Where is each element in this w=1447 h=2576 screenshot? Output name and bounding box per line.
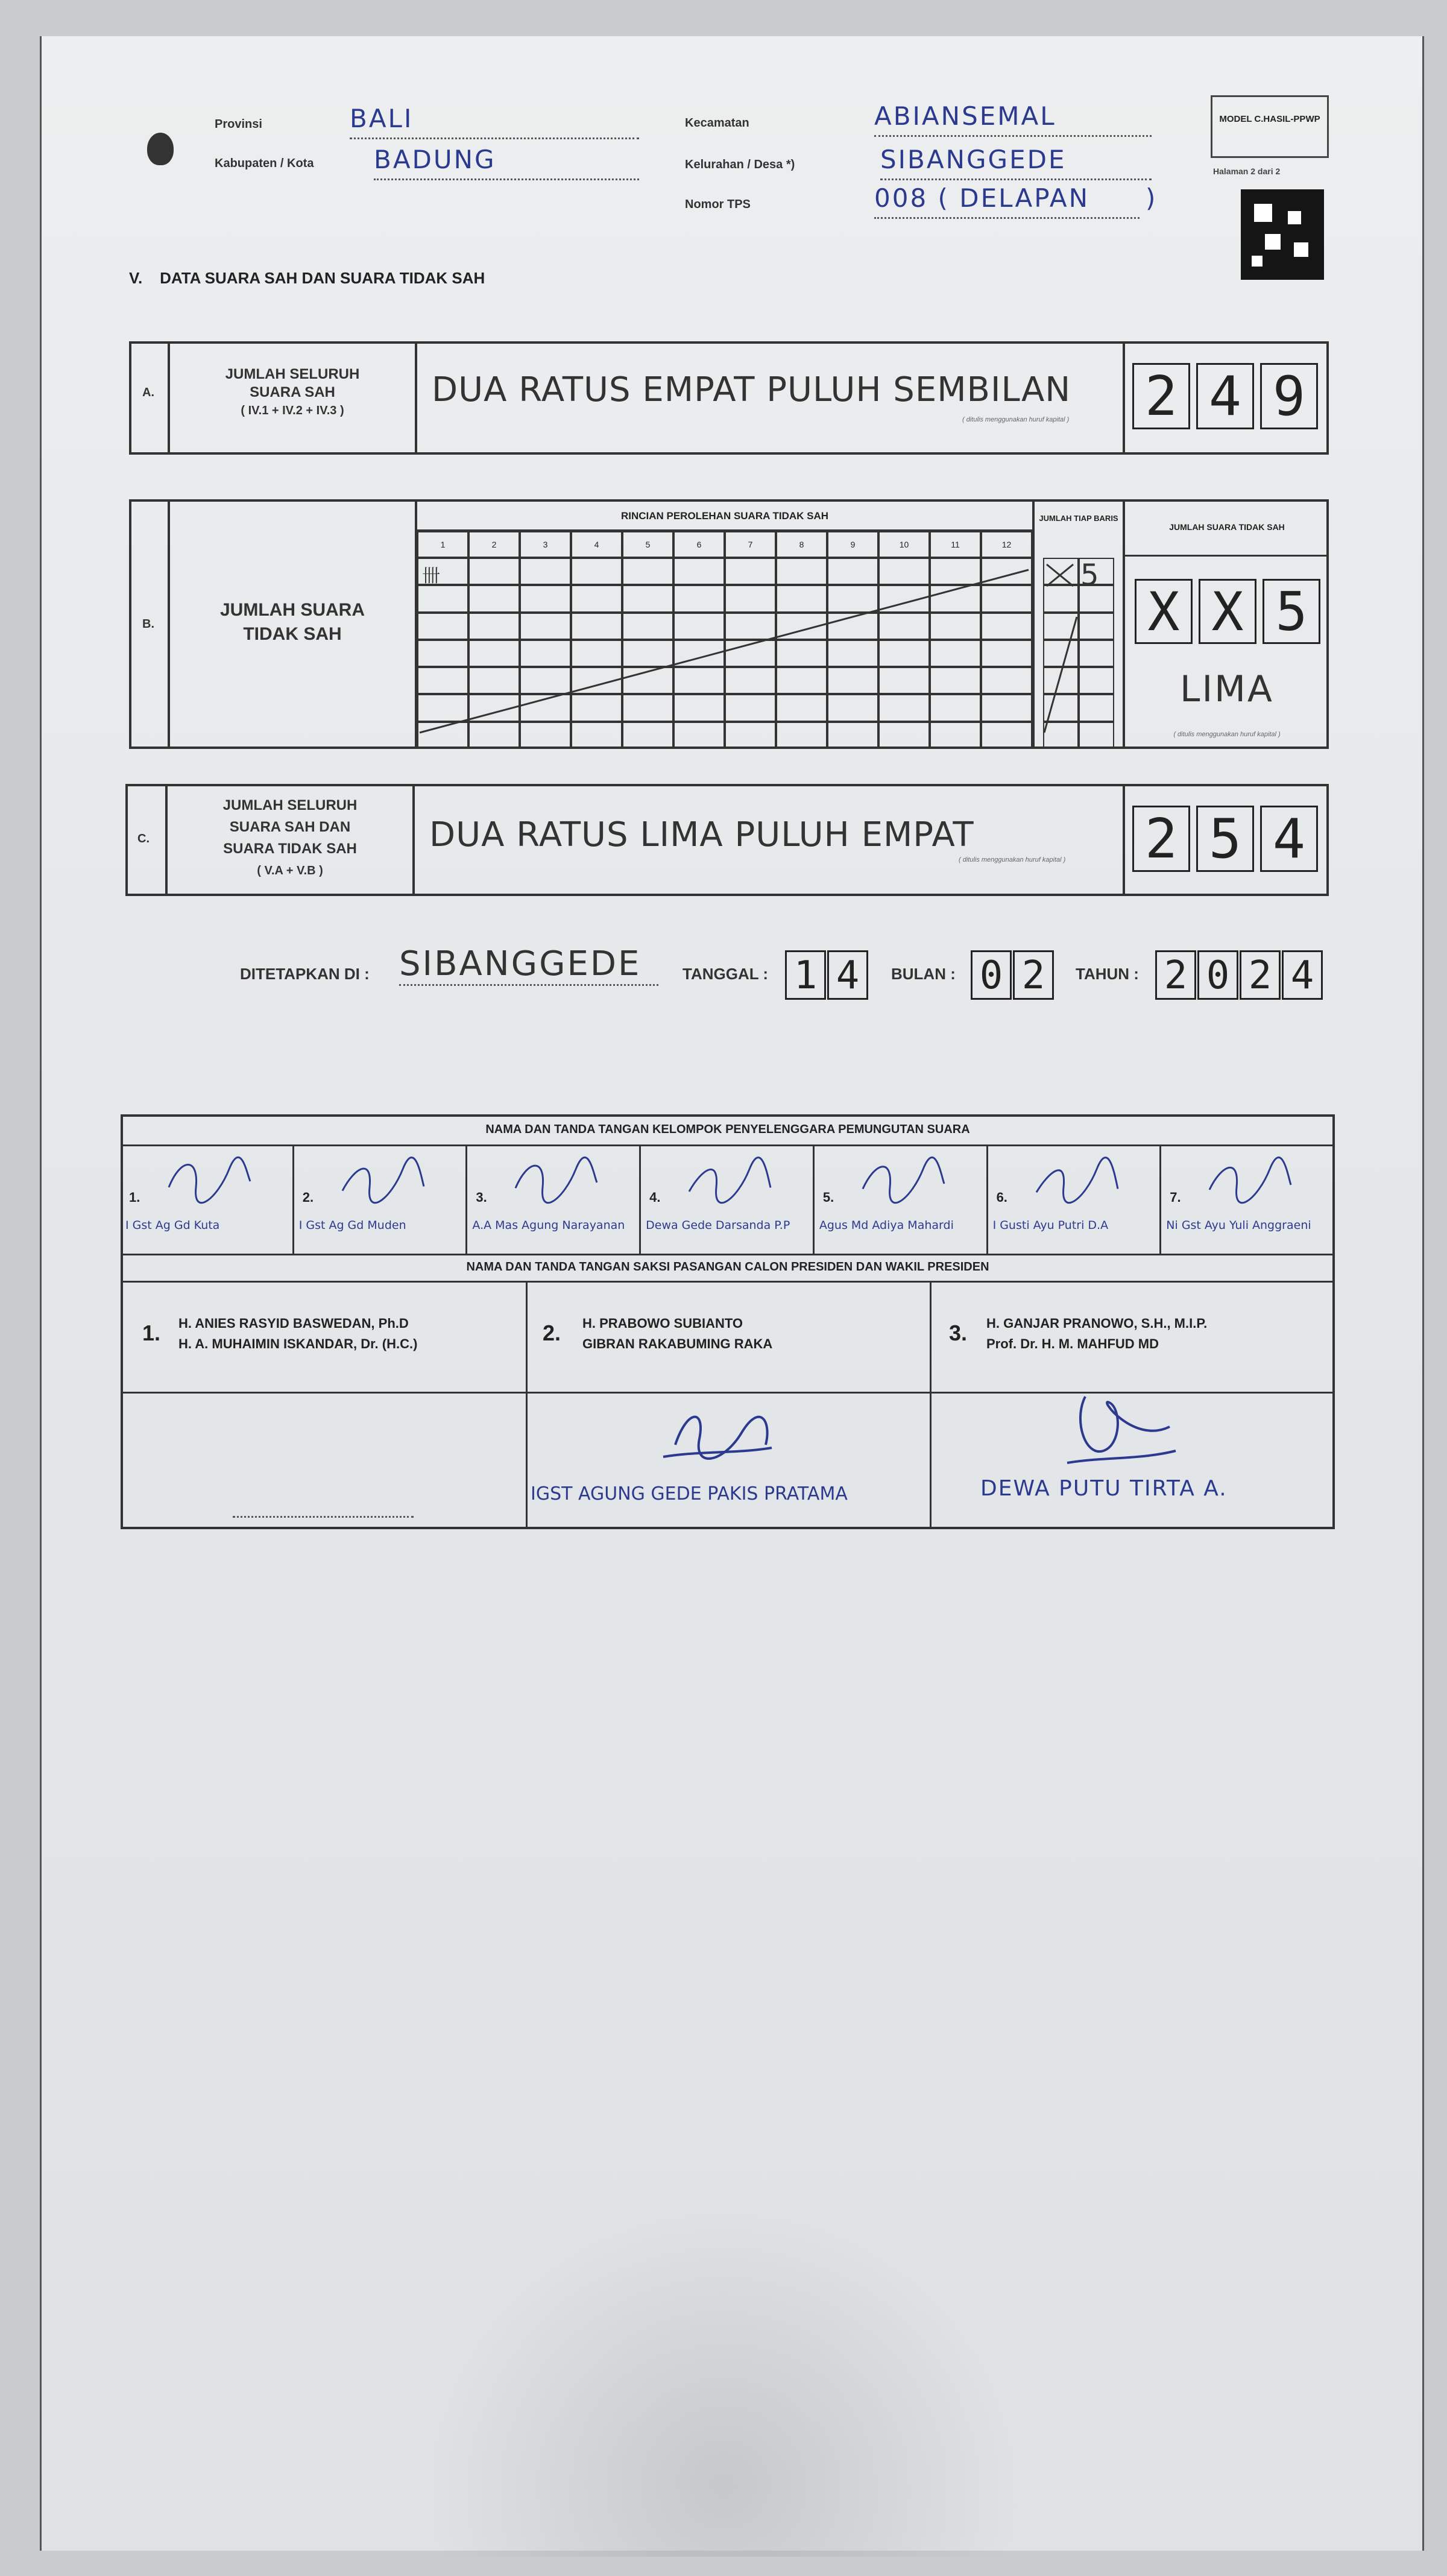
section-c-label-3: SUARA TIDAK SAH xyxy=(223,841,357,857)
per-row-header: JUMLAH TIAP BARIS xyxy=(1039,514,1118,523)
kpps-member-name: Ni Gst Ayu Yuli Anggraeni xyxy=(1166,1219,1311,1232)
kpps-member-cell xyxy=(121,1146,294,1254)
candidate-1-line-2: H. A. MUHAIMIN ISKANDAR, Dr. (H.C.) xyxy=(178,1336,418,1351)
section-a-hint: ( ditulis menggunakan huruf kapital ) xyxy=(962,416,1070,423)
kpps-member-number: 7. xyxy=(1170,1190,1181,1205)
kpps-member-cell xyxy=(294,1146,468,1254)
kpps-member-cell xyxy=(641,1146,815,1254)
kelurahan-label: Kelurahan / Desa *) xyxy=(685,158,795,171)
witness-3-name: DEWA PUTU TIRTA A. xyxy=(980,1476,1228,1501)
kpps-member-number: 5. xyxy=(822,1190,834,1205)
provinsi-label: Provinsi xyxy=(215,118,262,131)
candidate-3-line-1: H. GANJAR PRANOWO, S.H., M.I.P. xyxy=(986,1316,1208,1331)
witness-1-name-line xyxy=(233,1498,414,1518)
witness-3-signature-icon xyxy=(1049,1384,1188,1475)
kpps-member-cell xyxy=(1161,1146,1335,1254)
section-a-label-3: ( IV.1 + IV.2 + IV.3 ) xyxy=(241,404,344,417)
kelurahan-value: SIBANGGEDE xyxy=(880,145,1152,180)
candidate-2-line-2: GIBRAN RAKABUMING RAKA xyxy=(582,1336,773,1351)
column-header: 12 xyxy=(981,531,1032,558)
section-c-words: DUA RATUS LIMA PULUH EMPAT xyxy=(429,815,974,854)
kpu-logo-icon xyxy=(147,133,174,165)
candidate-1-line-1: H. ANIES RASYID BASWEDAN, Ph.D xyxy=(178,1316,409,1331)
day-digit-1: 1 xyxy=(785,950,826,1000)
column-header: 11 xyxy=(930,531,981,558)
divider xyxy=(121,1281,1335,1283)
total-header: JUMLAH SUARA TIDAK SAH xyxy=(1169,522,1285,532)
tps-value: 008 ( DELAPAN xyxy=(874,183,1140,219)
section-a-label-2: SUARA SAH xyxy=(250,384,335,400)
divider xyxy=(412,784,415,896)
provinsi-value: BALI xyxy=(350,104,639,139)
column-headers xyxy=(417,531,1032,558)
month-digit-2: 2 xyxy=(1013,950,1054,1000)
divider xyxy=(526,1281,528,1529)
kpps-member-cell xyxy=(815,1146,988,1254)
candidate-3-names xyxy=(986,1313,1207,1354)
row-total-value: 5 xyxy=(1080,558,1101,592)
candidate-3-number: 3. xyxy=(949,1321,968,1345)
section-c-digit-2: 5 xyxy=(1196,806,1254,872)
witness-2-signature-icon xyxy=(651,1397,784,1475)
column-header: 7 xyxy=(725,531,776,558)
candidate-2-line-1: H. PRABOWO SUBIANTO xyxy=(582,1316,743,1331)
column-header: 2 xyxy=(468,531,520,558)
column-header: 10 xyxy=(878,531,930,558)
section-a-digit-1: 2 xyxy=(1132,363,1190,429)
section-a-digit-2: 4 xyxy=(1196,363,1254,429)
column-header: 8 xyxy=(776,531,827,558)
section-a-words: DUA RATUS EMPAT PULUH SEMBILAN xyxy=(432,370,1071,409)
divider xyxy=(121,1254,1335,1255)
column-header: 5 xyxy=(622,531,673,558)
candidate-2-names xyxy=(582,1313,772,1354)
divider xyxy=(1125,555,1329,557)
qr-code-icon xyxy=(1241,189,1324,280)
saksi-title: NAMA DAN TANDA TANGAN SAKSI PASANGAN CALON PRESIDEN DAN WAKIL PRESIDEN xyxy=(466,1260,989,1274)
column-header: 3 xyxy=(520,531,571,558)
section-c-letter: C. xyxy=(137,832,150,845)
kpps-member-name: I Gst Ag Gd Muden xyxy=(298,1219,406,1232)
model-box: MODEL C.HASIL-PPWP xyxy=(1211,95,1329,158)
kpps-member-number: 6. xyxy=(996,1190,1007,1205)
section-c-hint: ( ditulis menggunakan huruf kapital ) xyxy=(959,856,1066,863)
divider xyxy=(1123,341,1125,455)
divider xyxy=(415,341,417,455)
kecamatan-label: Kecamatan xyxy=(685,116,749,130)
kpps-member-number: 1. xyxy=(129,1190,140,1205)
day-label: TANGGAL : xyxy=(683,965,769,983)
year-label: TAHUN : xyxy=(1076,965,1139,983)
place-value: SIBANGGEDE xyxy=(399,944,658,986)
section-a-label xyxy=(170,365,415,420)
day-digit-2: 4 xyxy=(827,950,868,1000)
kpps-member-number: 3. xyxy=(476,1190,487,1205)
tps-label: Nomor TPS xyxy=(685,198,751,211)
section-c-label-1: JUMLAH SELURUH xyxy=(222,797,358,813)
year-digit-4: 4 xyxy=(1282,950,1323,1000)
divider xyxy=(1032,499,1035,749)
kpps-signature-icon xyxy=(1030,1151,1121,1205)
kpps-member-number: 4. xyxy=(649,1190,661,1205)
kpps-signature-icon xyxy=(857,1151,947,1205)
section-b-letter: B. xyxy=(142,617,154,631)
kabupaten-value: BADUNG xyxy=(374,145,639,180)
kecamatan-value: ABIANSEMAL xyxy=(874,101,1152,137)
kpps-member-cell xyxy=(467,1146,641,1254)
section-b-label-2: TIDAK SAH xyxy=(243,624,342,644)
place-label: DITETAPKAN DI : xyxy=(240,965,370,983)
page-info: Halaman 2 dari 2 xyxy=(1213,166,1281,176)
month-digit-1: 0 xyxy=(971,950,1012,1000)
column-header: 1 xyxy=(417,531,468,558)
section-c-label-2: SUARA SAH DAN xyxy=(229,819,351,835)
kpps-signature-icon xyxy=(1203,1151,1294,1205)
section-b-label xyxy=(170,598,415,646)
section-title: V. DATA SUARA SAH DAN SUARA TIDAK SAH xyxy=(129,269,485,287)
shadow xyxy=(422,2195,1025,2557)
divider xyxy=(1123,784,1125,896)
section-b-digit-2: X xyxy=(1199,579,1256,644)
kpps-member-number: 2. xyxy=(302,1190,314,1205)
kpps-member-name: Agus Md Adiya Mahardi xyxy=(819,1219,954,1232)
divider xyxy=(1123,499,1125,749)
kpps-member-cell xyxy=(988,1146,1162,1254)
divider xyxy=(930,1281,932,1529)
kpps-member-name: A.A Mas Agung Narayanan xyxy=(472,1219,625,1232)
kpps-member-name: Dewa Gede Darsanda P.P xyxy=(646,1219,790,1232)
candidate-3-line-2: Prof. Dr. H. M. MAHFUD MD xyxy=(986,1336,1159,1351)
section-a-letter: A. xyxy=(142,386,154,399)
kpps-signature-icon xyxy=(509,1151,600,1205)
year-digit-2: 0 xyxy=(1197,950,1238,1000)
candidate-1-names xyxy=(178,1313,417,1354)
tally-mark: 卌 xyxy=(422,566,440,587)
witness-2-name: IGST AGUNG GEDE PAKIS PRATAMA xyxy=(531,1483,848,1504)
row-total-x-icon xyxy=(1043,562,1077,589)
column-header: 4 xyxy=(571,531,622,558)
kpps-signature-icon xyxy=(683,1151,774,1205)
detail-header: RINCIAN PEROLEHAN SUARA TIDAK SAH xyxy=(620,510,829,522)
year-digit-3: 2 xyxy=(1240,950,1281,1000)
month-label: BULAN : xyxy=(891,965,956,983)
candidate-2-number: 2. xyxy=(543,1321,561,1345)
section-c-digit-3: 4 xyxy=(1260,806,1318,872)
section-b-hint: ( ditulis menggunakan huruf kapital ) xyxy=(1173,731,1281,738)
year-digit-1: 2 xyxy=(1155,950,1196,1000)
kabupaten-label: Kabupaten / Kota xyxy=(215,157,314,170)
kpps-member-name: I Gst Ag Gd Kuta xyxy=(125,1219,220,1232)
section-b-digit-1: X xyxy=(1135,579,1193,644)
kpps-signature-icon xyxy=(163,1151,253,1205)
section-a-digit-3: 9 xyxy=(1260,363,1318,429)
kpps-member-name: I Gusti Ayu Putri D.A xyxy=(992,1219,1109,1232)
section-b-words: LIMA xyxy=(1180,668,1274,710)
kpps-members xyxy=(121,1146,1335,1254)
tps-close-paren: ) xyxy=(1146,183,1158,213)
kpps-signature-icon xyxy=(336,1151,427,1205)
section-a-label-1: JUMLAH SELURUH xyxy=(225,366,360,382)
tally-cancel-line xyxy=(417,558,1032,749)
kpps-title: NAMA DAN TANDA TANGAN KELOMPOK PENYELENGGARA PEMUNGUTAN SUARA xyxy=(485,1123,970,1136)
section-c-label xyxy=(168,795,412,882)
column-header: 6 xyxy=(673,531,725,558)
section-c-digit-1: 2 xyxy=(1132,806,1190,872)
column-header: 9 xyxy=(827,531,878,558)
candidate-1-number: 1. xyxy=(142,1321,161,1345)
section-b-label-1: JUMLAH SUARA xyxy=(220,600,365,620)
section-b-digit-3: 5 xyxy=(1263,579,1320,644)
section-c-label-4: ( V.A + V.B ) xyxy=(257,864,323,877)
